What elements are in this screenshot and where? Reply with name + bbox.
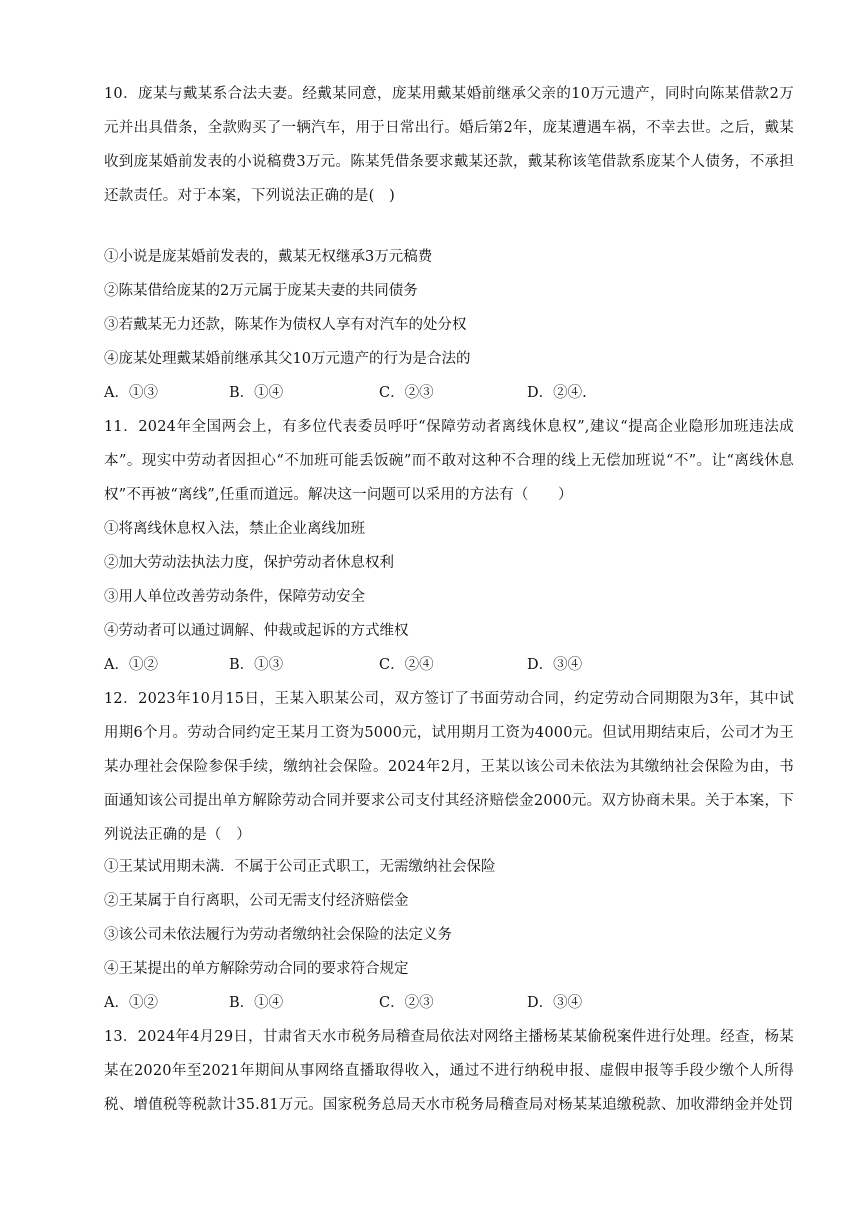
- question-11-option-4: ④劳动者可以通过调解、仲裁或起诉的方式维权: [104, 623, 409, 639]
- choice-d: D．③④: [527, 995, 583, 1011]
- question-12-choices: [104, 986, 794, 1020]
- question-11-option-1: ①将离线休息权入法，禁止企业离线加班: [104, 521, 365, 537]
- question-11-stem: 11．2024年全国两会上，有多位代表委员呼吁“保障劳动者离线休息权”,建议“提高企业隐形加班违法成本”。现实中劳动者因担心“不加班可能丢饭碗”而不敢对这种不合理的线上无偿加班说“不”。让“离线休息权”不再被“离线”,任重而道远。解决这一问题可以采用的方法有（ ）: [104, 419, 794, 503]
- choice-b: B．①④: [229, 995, 284, 1011]
- choice-a: A．①②: [104, 995, 158, 1011]
- choice-a: A．①③: [104, 385, 158, 401]
- question-12-option-3: ③该公司未依法履行为劳动者缴纳社会保险的法定义务: [104, 927, 452, 943]
- question-11-option-3: ③用人单位改善劳动条件，保障劳动安全: [104, 589, 365, 605]
- choice-c: C．②③: [379, 995, 434, 1011]
- question-13-stem: 13．2024年4月29日，甘肃省天水市税务局稽查局依法对网络主播杨某某偷税案件进行处理。经查，杨某某在2020年至2021年期间从事网络直播取得收入，通过不进行纳税申报、虚假申报等手段少缴个人所得税、增值税等税款计35.81万元。国家税务总局天水市税务局稽查局对杨某某追缴税款、加收滞纳金并处罚: [104, 1029, 794, 1113]
- choice-b: B．①④: [229, 385, 284, 401]
- choice-d: D．③④: [527, 657, 583, 673]
- question-11-choices: [104, 648, 794, 682]
- question-12-option-4: ④王某提出的单方解除劳动合同的要求符合规定: [104, 961, 409, 977]
- question-11-option-2: ②加大劳动法执法力度，保护劳动者休息权利: [104, 555, 394, 571]
- choice-a: A．①②: [104, 657, 158, 673]
- question-12-option-1: ①王某试用期未满．不属于公司正式职工，无需缴纳社会保险: [104, 859, 496, 875]
- choice-b: B．①③: [229, 657, 284, 673]
- question-10-option-4: ④庞某处理戴某婚前继承其父10万元遗产的行为是合法的: [104, 351, 471, 367]
- question-12-stem: 12．2023年10月15日，王某入职某公司，双方签订了书面劳动合同，约定劳动合同期限为3年，其中试用期6个月。劳动合同约定王某月工资为5000元，试用期月工资为4000元。但试用期结束后，公司才为王某办理社会保险参保手续，缴纳社会保险。2024年2月，王某以该公司未依法为其缴纳社会保险为由，书面通知该公司提出单方解除劳动合同并要求公司支付其经济赔偿金2000元。双方协商未果。关于本案，下列说法正确的是（ ）: [104, 691, 794, 843]
- question-10-option-2: ②陈某借给庞某的2万元属于庞某夫妻的共同债务: [104, 283, 418, 299]
- question-10-option-1: ①小说是庞某婚前发表的，戴某无权继承3万元稿费: [104, 249, 433, 265]
- choice-d: D．②④.: [527, 385, 587, 401]
- choice-c: C．②④: [379, 657, 434, 673]
- question-12-option-2: ②王某属于自行离职，公司无需支付经济赔偿金: [104, 893, 409, 909]
- question-10-stem: 10．庞某与戴某系合法夫妻。经戴某同意，庞某用戴某婚前继承父亲的10万元遗产，同时向陈某借款2万元并出具借条，全款购买了一辆汽车，用于日常出行。婚后第2年，庞某遭遇车祸，不幸去世。之后，戴某收到庞某婚前发表的小说稿费3万元。陈某凭借条要求戴某还款，戴某称该笔借款系庞某个人债务，不承担还款责任。对于本案，下列说法正确的是( ): [104, 86, 794, 204]
- choice-c: C．②③: [379, 385, 434, 401]
- question-10-choices: [104, 376, 794, 410]
- question-10-option-3: ③若戴某无力还款，陈某作为债权人享有对汽车的处分权: [104, 317, 467, 333]
